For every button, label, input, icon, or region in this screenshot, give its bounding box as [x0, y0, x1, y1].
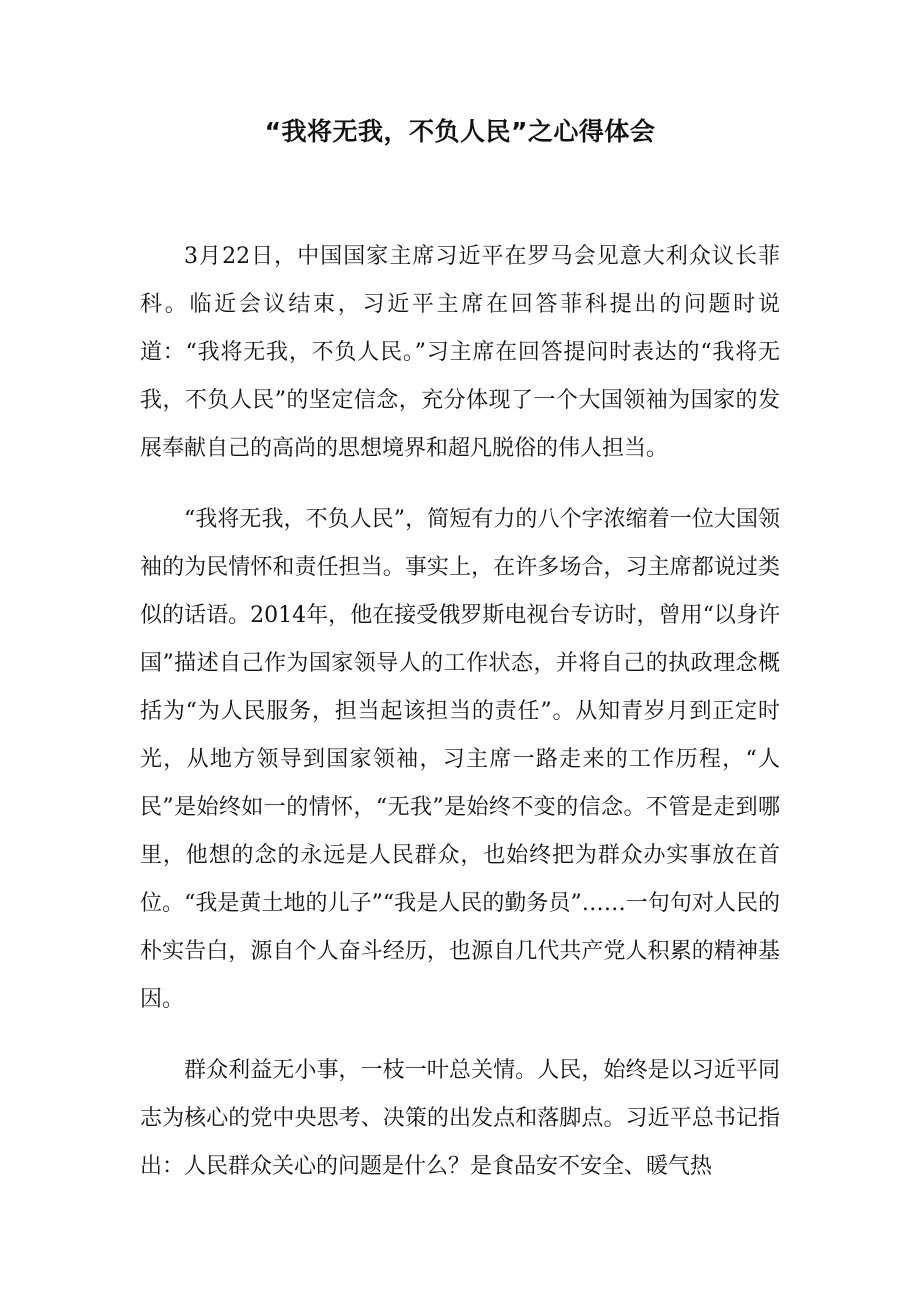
paragraph-2: “我将无我，不负人民”，简短有力的八个字浓缩着一位大国领袖的为民情怀和责任担当。事实上，在许多场合，习主席都说过类似的话语。2014年，他在接受俄罗斯电视台专访时，曾用“以身许国”描述自己作为国家领导人的工作状态，并将自己的执政理念概括为“为人民服务，担当起该担当的责任”。从知青岁月到正定时光，从地方领导到国家领袖，习主席一路走来的工作历程，“人民”是始终如一的情怀，“无我”是始终不变的信念。不管是走到哪里，他想的念的永远是人民群众，也始终把为群众办实事放在首位。“我是黄土地的儿子”“我是人民的勤务员”……一句句对人民的朴实告白，源自个人奋斗经历，也源自几代共产党人积累的精神基因。: [140, 507, 780, 1012]
document-body: [140, 233, 780, 1214]
paragraph-3: 群众利益无小事，一枝一叶总关情。人民，始终是以习近平同志为核心的党中央思考、决策的出发点和落脚点。习近平总书记指出：人民群众关心的问题是什么？是食品安不安全、暖气热: [140, 1058, 780, 1179]
paragraph-1: 3月22日，中国国家主席习近平在罗马会见意大利众议长菲科。临近会议结束，习近平主席在回答菲科提出的问题时说道：“我将无我，不负人民。”习主席在回答提问时表达的“我将无我，不负人民”的坚定信念，充分体现了一个大国领袖为国家的发展奉献自己的高尚的思想境界和超凡脱俗的伟人担当。: [140, 244, 780, 461]
document-title: “我将无我，不负人民”之心得体会: [264, 117, 656, 146]
